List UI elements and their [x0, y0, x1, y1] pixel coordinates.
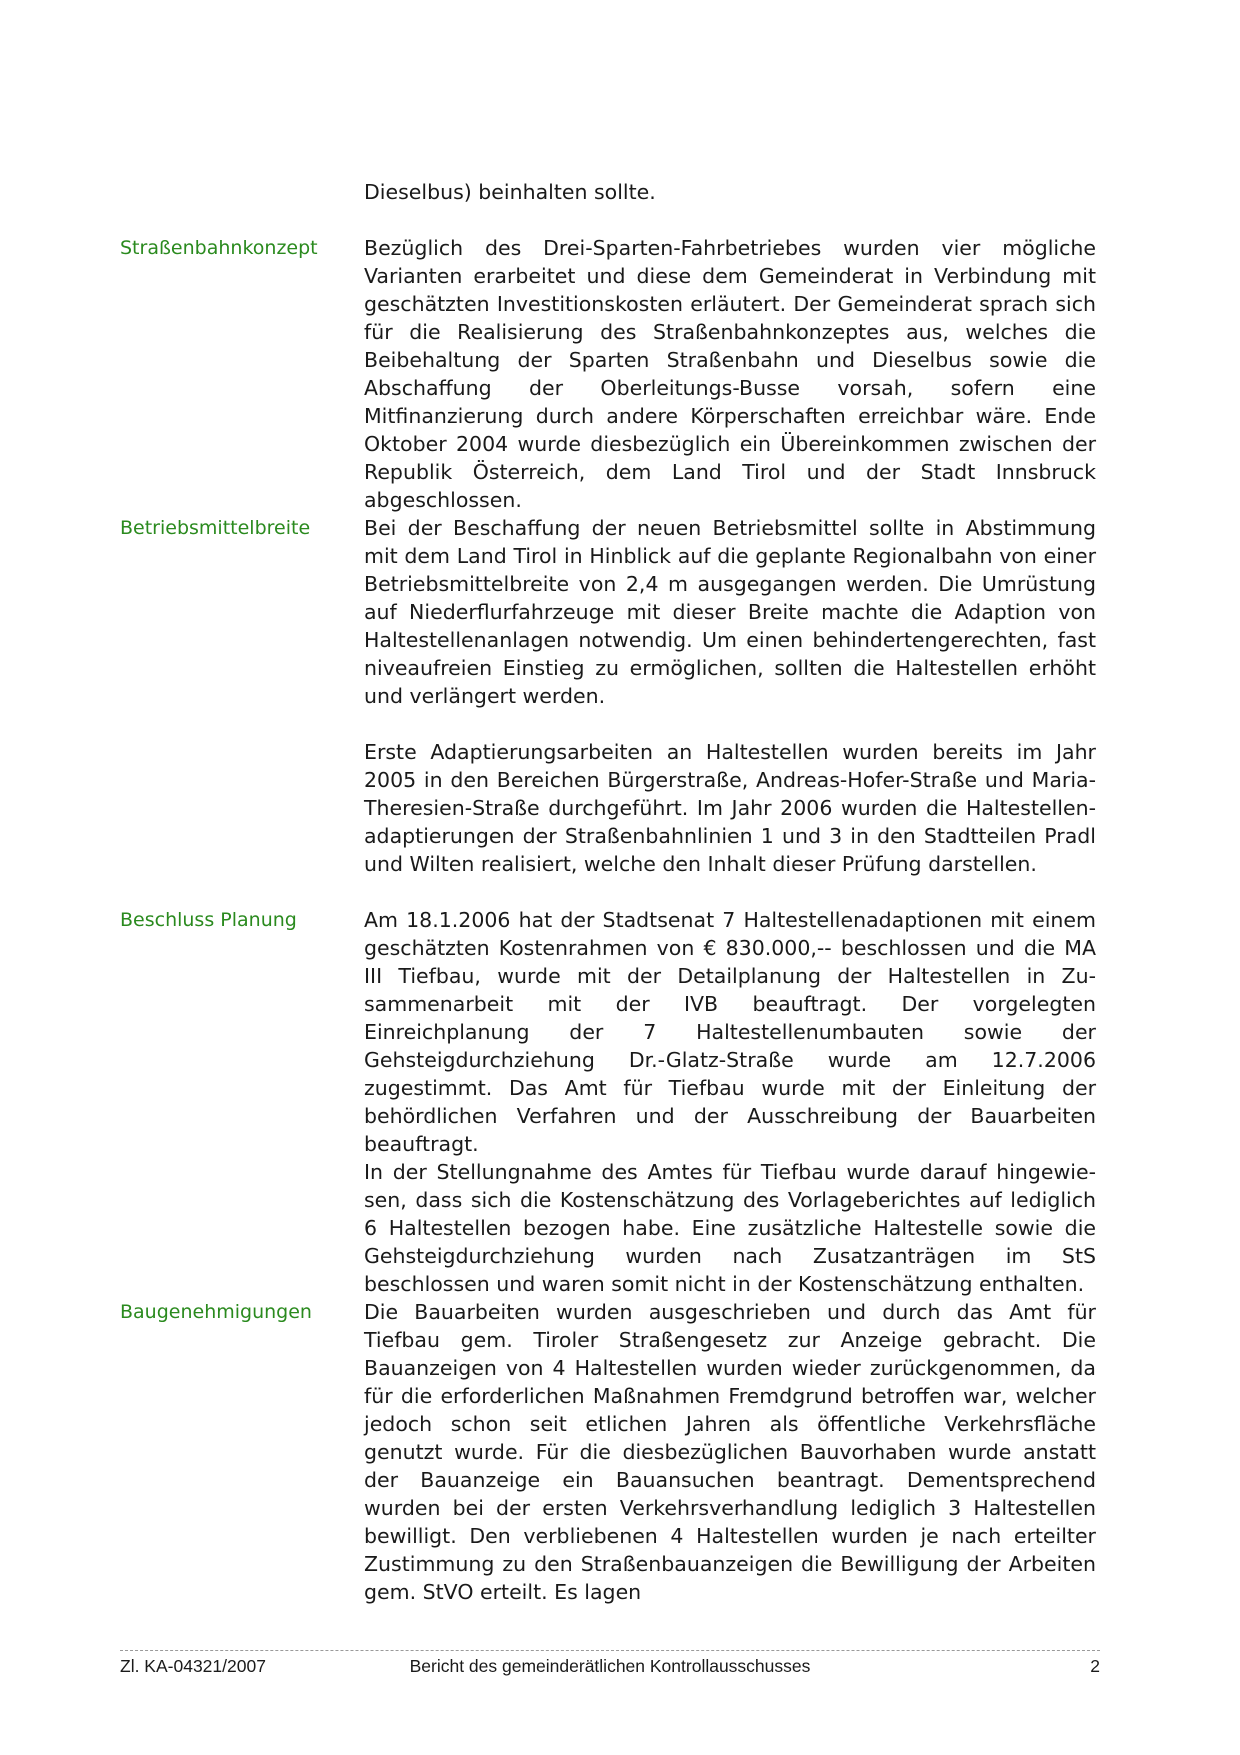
- document-reference: Zl. KA-04321/2007: [120, 1656, 266, 1676]
- section-body: [364, 906, 1096, 1298]
- section-label: Straßenbahnkonzept: [120, 237, 318, 259]
- paragraph: Bei der Beschaffung der neuen Betriebsmittel sollte in Abstimmung mit dem Land Tirol in Hinblick auf die geplante Regionalbahn von einer Betriebsmittelbreite von 2,4 m ausgegangen werden. Die Umrüstung auf Niederflurfahrzeuge mit dieser Breite machte die Adaption von Haltestellenanlagen notwendig. Um einen behindertengerechten, fast niveaufreien Einstieg zu ermöglichen, sollten die Haltestellen erhöht und verlängert werden.: [364, 516, 1096, 708]
- section-body: [364, 514, 1096, 878]
- paragraph: Bezüglich des Drei-Sparten-Fahrbetriebes wurden vier mögliche Varianten erarbeitet und diese dem Gemeinderat in Verbindung mit geschätzten Investitionskosten erläutert. Der Gemeinderat sprach sich für die Realisierung des Straßenbahnkonzeptes aus, welches die Beibehaltung der Sparten Straßenbahn und Dieselbus sowie die Abschaffung der Oberleitungs-Busse vorsah, sofern eine Mitfinanzierung durch andere Körperschaften erreichbar wäre. Ende Oktober 2004 wurde diesbezüglich ein Übereinkommen zwischen der Republik Österreich, dem Land Tirol und der Stadt Innsbruck abgeschlossen.: [364, 236, 1096, 512]
- continued-paragraph: [364, 178, 1096, 206]
- section-label: Beschluss Planung: [120, 909, 297, 931]
- page-footer: [120, 1654, 1100, 1678]
- section-body: [364, 234, 1096, 514]
- paragraph: Die Bauarbeiten wurden ausgeschrieben und durch das Amt für Tiefbau gem. Tiroler Straßengesetz zur Anzeige gebracht. Die Bauanzeigen von 4 Haltestellen wurden wieder zurückgenommen, da für die erforderlichen Maßnahmen Fremdgrund betroffen war, welcher jedoch schon seit etlichen Jahren als öffentliche Verkehrsfläche genutzt wurde. Für die diesbezüglichen Bauvorhaben wurde anstatt der Bauanzeige ein Bauansuchen beantragt. Dementsprechend wurden bei der ersten Verkehrsverhandlung lediglich 3 Haltestellen bewilligt. Den verbliebenen 4 Haltestellen wurden je nach erteilter Zustimmung zu den Straßenbauanzeigen die Bewilligung der Arbeiten gem. StVO erteilt. Es lagen: [364, 1300, 1096, 1604]
- paragraph: Erste Adaptierungsarbeiten an Haltestellen wurden bereits im Jahr 2005 in den Bereichen Bürgerstraße, Andreas-Hofer-Straße und Maria-Theresien-Straße durchgeführt. Im Jahr 2006 wurden die Haltestellenadaptierungen der Straßenbahnlinien 1 und 3 in den Stadtteilen Pradl und Wilten realisiert, welche den Inhalt dieser Prüfung darstellen.: [364, 740, 1096, 876]
- paragraph: In der Stellungnahme des Amtes für Tiefbau wurde darauf hingewiesen, dass sich die Kostenschätzung des Vorlageberichtes auf lediglich 6 Haltestellen bezogen habe. Eine zusätzliche Haltestelle sowie die Gehsteigdurchziehung wurden nach Zusatzanträgen im StS beschlossen und waren somit nicht in der Kostenschätzung enthalten.: [364, 1160, 1096, 1296]
- paragraph: Dieselbus) beinhalten sollte.: [364, 180, 656, 204]
- section-label: Baugenehmigungen: [120, 1301, 312, 1323]
- footer-divider: [120, 1650, 1100, 1651]
- page-number: 2: [1090, 1656, 1100, 1676]
- section-label: Betriebsmittelbreite: [120, 517, 311, 539]
- section-body: [364, 1298, 1096, 1606]
- paragraph: Am 18.1.2006 hat der Stadtsenat 7 Haltestellenadaptionen mit einem geschätzten Kostenrahmen von € 830.000,-- beschlossen und die MA III Tiefbau, wurde mit der Detailplanung der Haltestellen in Zusammenarbeit mit der IVB beauftragt. Der vorgelegten Einreichplanung der 7 Haltestellenumbauten sowie der Gehsteigdurchziehung Dr.-Glatz-Straße wurde am 12.7.2006 zugestimmt. Das Amt für Tiefbau wurde mit der Einleitung der behördlichen Verfahren und der Ausschreibung der Bauarbeiten beauftragt.: [364, 908, 1096, 1156]
- report-title: Bericht des gemeinderätlichen Kontrollausschusses: [409, 1656, 811, 1676]
